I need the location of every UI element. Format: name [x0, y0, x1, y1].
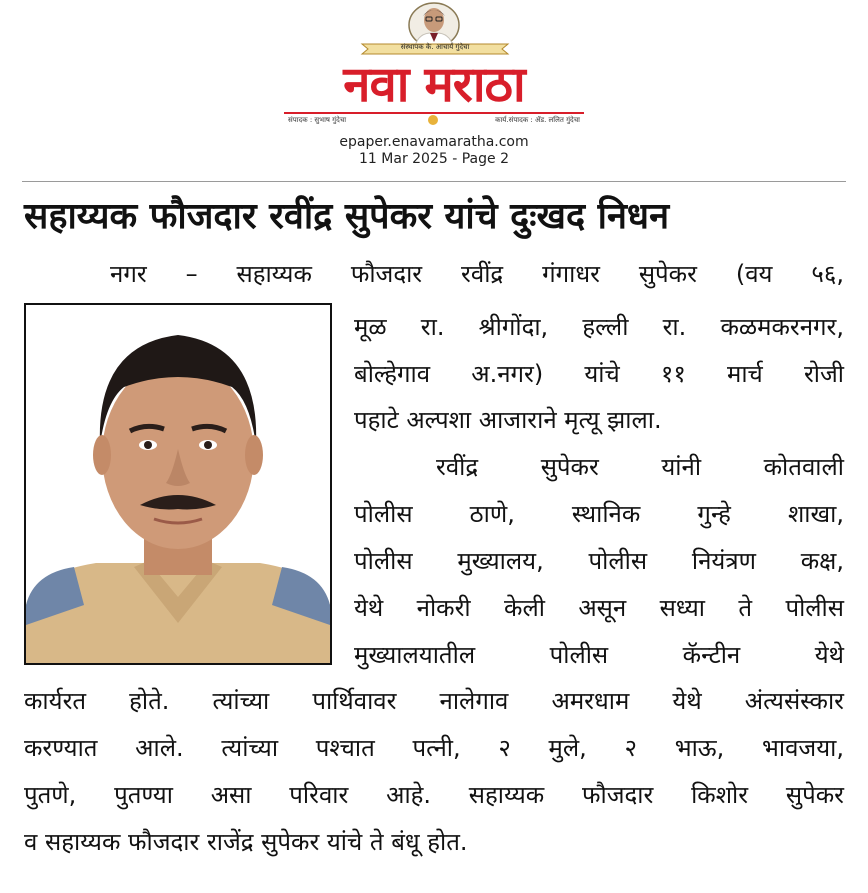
- article-line-7: पोलीस मुख्यालय, पोलीस नियंत्रण कक्ष,: [354, 547, 844, 575]
- article-line-11: करण्यात आले. त्यांच्या पश्चात पत्नी, २ मुले, २ भाऊ, भावजया,: [24, 734, 844, 762]
- newspaper-masthead: [0, 0, 868, 182]
- article-line-3: बोल्हेगाव अ.नगर) यांचे ११ मार्च रोजी: [354, 360, 844, 388]
- edition-info: [0, 134, 868, 168]
- article-line-5: रवींद्र सुपेकर यांनी कोतवाली: [436, 453, 844, 481]
- epaper-site: epaper.enavamaratha.com: [339, 134, 529, 150]
- article-line-4: पहाटे अल्पशा आजाराने मृत्यू झाला.: [354, 406, 662, 434]
- article-line-1: नगर – सहाय्यक फौजदार रवींद्र गंगाधर सुपेकर (वय ५६,: [110, 260, 844, 288]
- article-line-13: व सहाय्यक फौजदार राजेंद्र सुपेकर यांचे ते बंधू होत.: [24, 828, 468, 856]
- sun-emblem-icon: [428, 115, 438, 125]
- article-line-9: मुख्यालयातील पोलीस कॅन्टीन येथे: [354, 641, 844, 669]
- article-headline: सहाय्यक फौजदार रवींद्र सुपेकर यांचे दुःखद निधन: [24, 196, 670, 237]
- deceased-photo: [24, 303, 332, 665]
- article-line-10: कार्यरत होते. त्यांच्या पार्थिवावर नालेगाव अमरधाम येथे अंत्यसंस्कार: [24, 687, 844, 715]
- newspaper-logo: नवा मराठा: [343, 56, 525, 113]
- executive-editor-credit: कार्य.संपादक : ॲड. ललित गुंदेचा: [495, 116, 580, 124]
- masthead-divider: [22, 181, 846, 182]
- issue-date-page: 11 Mar 2025 - Page 2: [359, 151, 509, 167]
- article-line-8: येथे नोकरी केली असून सध्या ते पोलीस: [354, 594, 844, 622]
- masthead-credits: [284, 112, 584, 128]
- article-line-6: पोलीस ठाणे, स्थानिक गुन्हे शाखा,: [354, 500, 844, 528]
- article-line-2: मूळ रा. श्रीगोंदा, हल्ली रा. कळमकरनगर,: [354, 313, 844, 341]
- founder-caption: संस्थापक के. आचार्य गुंदेचा: [400, 43, 470, 51]
- article-line-12: पुतणे, पुतण्या असा परिवार आहे. सहाय्यक फौजदार किशोर सुपेकर: [24, 781, 844, 809]
- editor-credit: संपादक : सुभाष गुंदेचा: [288, 116, 347, 124]
